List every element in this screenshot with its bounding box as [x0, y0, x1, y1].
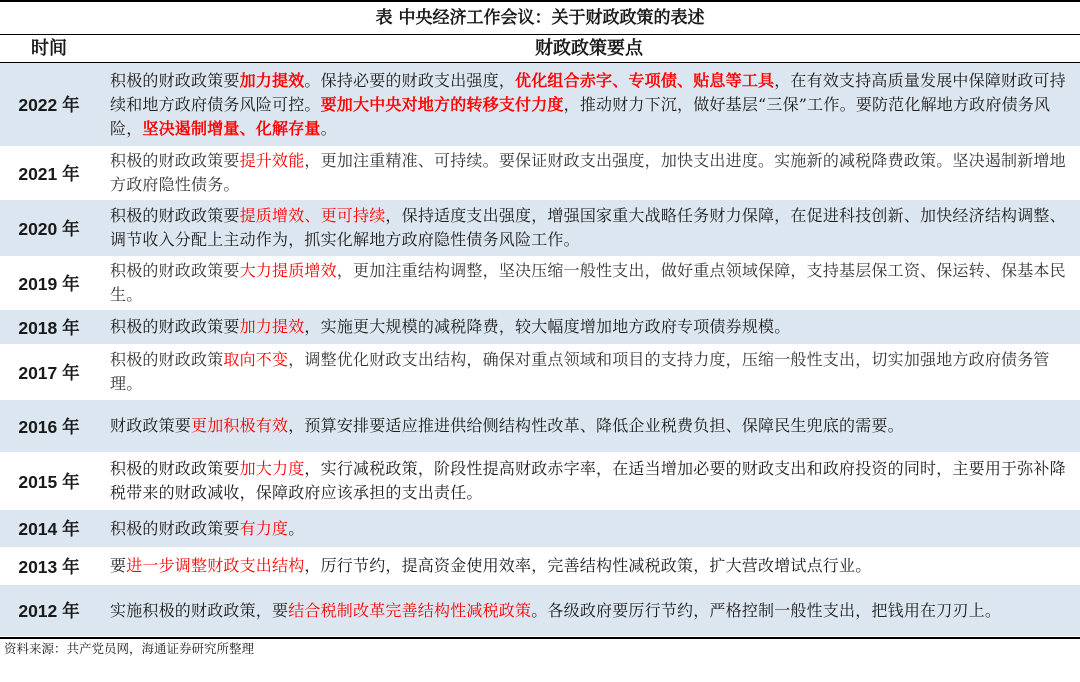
row-text: [98, 315, 1080, 339]
highlighted-phrase: 更加积极有效: [191, 416, 289, 435]
table-row: [0, 200, 1080, 257]
text-segment: ，预算安排要适应推进供给侧结构性改革、降低企业税费负担、保障民生兜底的需要。: [288, 416, 904, 435]
header-points: 财政政策要点: [535, 38, 643, 59]
source-note: 资料来源：共产党员网，海通证券研究所整理: [4, 641, 255, 656]
row-year: 2017 年: [18, 362, 80, 383]
highlighted-phrase: 坚决遏制增量、化解存量: [142, 118, 321, 138]
text-segment: ，实施更大规模的减税降费，较大幅度增加地方政府专项债券规模。: [304, 317, 791, 336]
text-segment: 积极的财政政策要: [110, 206, 240, 225]
text-segment: ，更加注重精准、可持续。要保证财政支出强度，加快支出进度。实施新的减税降费政策。坚决遏制新增地方政府隐性债务。: [110, 151, 1066, 194]
text-segment: 。: [320, 118, 337, 138]
row-text: [98, 457, 1080, 505]
text-segment: ，实行减税政策，阶段性提高财政赤字率，在适当增加必要的财政支出和政府投资的同时，主要用于弥补降税带来的财政减收，保障政府应该承担的支出责任。: [110, 459, 1066, 502]
row-year: 2021 年: [18, 163, 80, 184]
text-segment: 要: [110, 556, 127, 575]
text-segment: 积极的财政政策要: [110, 151, 240, 170]
highlighted-phrase: 加力提效: [239, 70, 305, 90]
text-segment: 积极的财政政策要: [110, 317, 240, 336]
row-text: [98, 348, 1080, 396]
highlighted-phrase: 优化组合赤字、专项债、贴息等工具: [515, 70, 775, 90]
row-year: 2016 年: [18, 416, 80, 437]
table-row: [0, 453, 1080, 510]
table-header: [0, 35, 1080, 63]
highlighted-phrase: 进一步调整财政支出结构: [126, 556, 305, 575]
row-text: [98, 204, 1080, 252]
text-segment: 积极的财政政策: [110, 350, 224, 369]
text-segment: 积极的财政政策要: [110, 261, 240, 280]
row-year: 2013 年: [18, 556, 80, 577]
highlighted-phrase: 有力度: [239, 518, 289, 538]
header-year: 时间: [31, 38, 67, 59]
text-segment: 实施积极的财政政策，要: [110, 600, 289, 620]
text-segment: 积极的财政政策要: [110, 459, 240, 478]
row-year: 2018 年: [18, 317, 80, 338]
highlighted-phrase: 要加大中央对地方的转移支付力度: [320, 94, 564, 114]
text-segment: ，厉行节约，提高资金使用效率，完善结构性减税政策，扩大营改增试点行业。: [304, 556, 872, 575]
table-row: [0, 400, 1080, 453]
text-segment: 积极的财政政策要: [110, 70, 240, 90]
row-text: [98, 259, 1080, 307]
highlighted-phrase: 加大力度: [239, 459, 305, 478]
text-segment: 财政政策要: [110, 416, 192, 435]
row-year: 2012 年: [18, 601, 80, 621]
row-text: [98, 517, 1080, 541]
text-segment: ，推动财力下沉，做好基层“三保”工作。要防范化解地方政府债务风险，: [110, 94, 1051, 138]
table-row: [0, 257, 1080, 310]
row-year: 2019 年: [18, 273, 80, 294]
row-text: [98, 554, 1080, 578]
table-row: [0, 63, 1080, 147]
text-segment: ，保持适度支出强度，增强国家重大战略任务财力保障，在促进科技创新、加快经济结构调整、调节收入分配上主动作为，抓实化解地方政府隐性债务风险工作。: [110, 206, 1066, 249]
highlighted-phrase: 提质增效、更可持续: [239, 206, 386, 225]
highlighted-phrase: 取向不变: [223, 350, 289, 369]
row-text: [98, 69, 1080, 141]
table-body: [0, 63, 1080, 637]
text-segment: 。: [288, 518, 305, 538]
highlighted-phrase: 结合税制改革完善结构性减税政策: [288, 600, 532, 620]
row-year: 2020 年: [18, 218, 80, 239]
text-segment: 积极的财政政策要: [110, 518, 240, 538]
row-year: 2015 年: [18, 471, 80, 492]
table-row: [0, 585, 1080, 637]
table-row: [0, 147, 1080, 200]
table-row: [0, 548, 1080, 585]
highlighted-phrase: 加力提效: [239, 317, 305, 336]
text-segment: 。各级政府要厉行节约，严格控制一般性支出，把钱用在刀刃上。: [531, 600, 1002, 620]
row-text: [98, 599, 1080, 623]
table-row: [0, 345, 1080, 400]
table-title: 表 中央经济工作会议：关于财政政策的表述: [0, 0, 1080, 35]
table-row: [0, 310, 1080, 345]
row-year: 2014 年: [18, 519, 80, 539]
highlighted-phrase: 提升效能: [239, 151, 305, 170]
text-segment: ，在有效支持高质量发展中保障财政可持续和地方政府债务风险可控。: [110, 70, 1066, 114]
text-segment: 。保持必要的财政支出强度，: [304, 70, 516, 90]
row-year: 2022 年: [18, 95, 80, 115]
text-segment: ，调整优化财政支出结构，确保对重点领域和项目的支持力度，压缩一般性支出，切实加强地方政府债务管理。: [110, 350, 1050, 393]
table-row: [0, 510, 1080, 548]
text-segment: ，更加注重结构调整，坚决压缩一般性支出，做好重点领域保障，支持基层保工资、保运转、保基本民生。: [110, 261, 1066, 304]
row-text: [98, 414, 1080, 438]
highlighted-phrase: 大力提质增效: [239, 261, 337, 280]
row-text: [98, 149, 1080, 197]
